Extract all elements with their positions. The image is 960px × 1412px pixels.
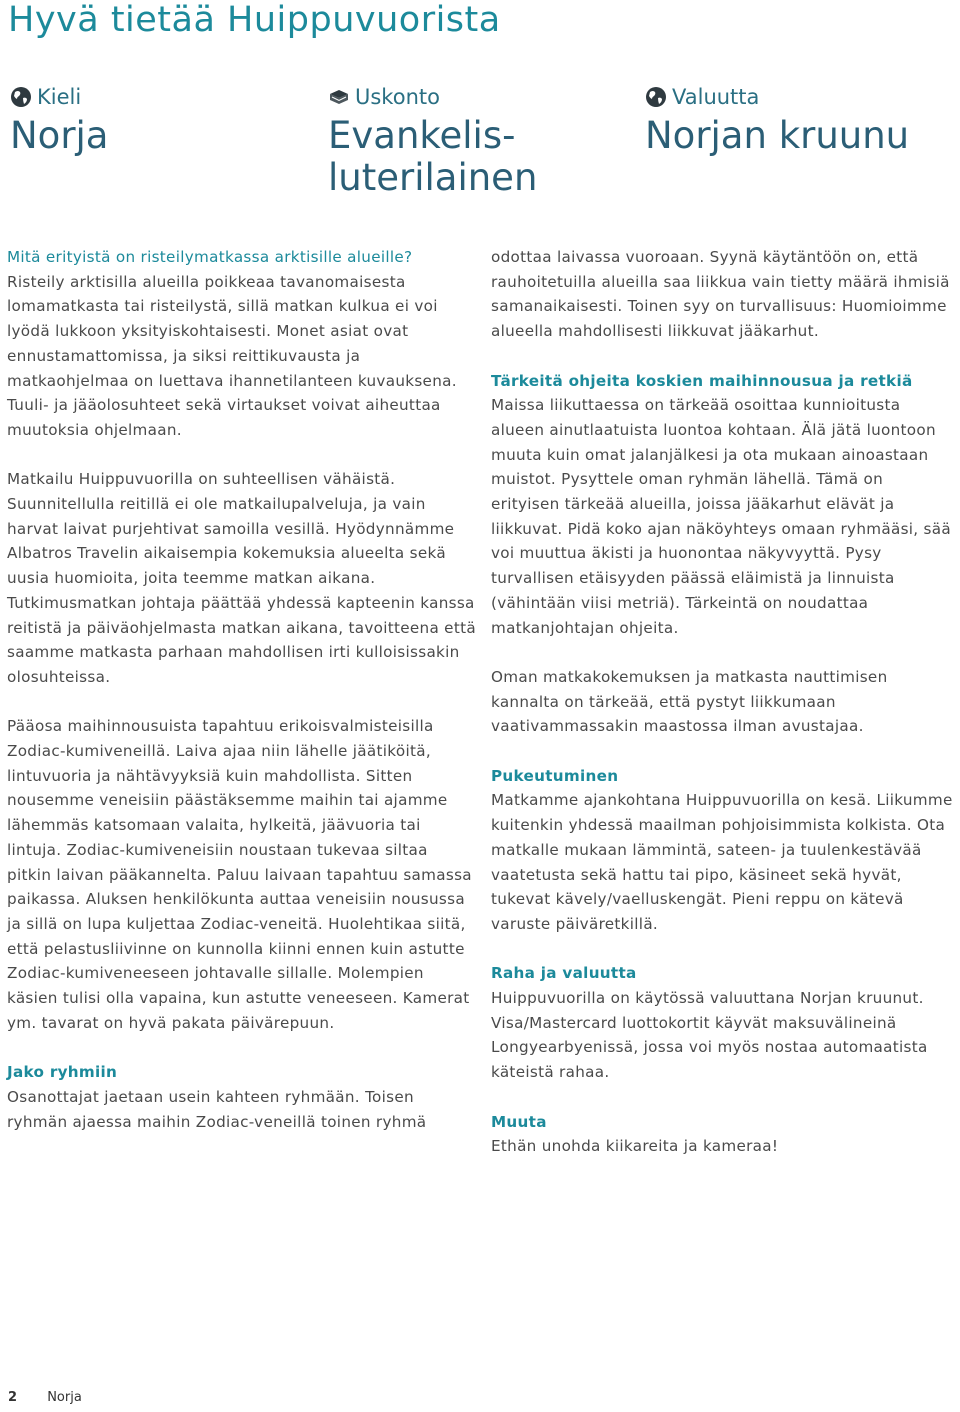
section-heading: Raha ja valuutta (491, 964, 637, 983)
section-heading: Muuta (491, 1112, 547, 1131)
paragraph: Huippuvuorilla on käytössä valuuttana Norjan kruunut. Visa/Mastercard luottokortit käyvät maksuvälineinä Longyearbyenissä, jossa voi myös nostaa automaatista käteistä rahaa. (491, 989, 928, 1082)
fact-label: Uskonto (355, 85, 440, 109)
paragraph: Maissa liikuttaessa on tärkeää osoittaa kunnioitusta alueen ainutlaatuista luontoa kohtaan. Älä jätä luontoon muuta kuin omat jalanjälkesi ja ota mukaan ainoastaan muistot. Pysyttele oman ryhmän lähellä. Tämä on erityisen tärkeää alueilla, joissa jääkarhut elävät ja liikkuvat. Pidä koko ajan näköyhteys omaan ryhmääsi, sää voi muuttua äkisti ja huonontaa näkyvyyttä. Pysy turvallisen etäisyyden päässä eläimistä ja linnuista (vähintään viisi metriä). Tärkeintä on noudattaa matkanjohtajan ohjeita. (491, 396, 951, 637)
right-column (491, 245, 956, 1184)
page-footer (8, 1390, 82, 1405)
section-heading: Jako ryhmiin (7, 1063, 118, 1082)
fact-value-line: luterilainen (328, 156, 538, 199)
paragraph: odottaa laivassa vuoroaan. Syynä käytäntöön on, että rauhoitetuilla alueilla saa liikkua vain tietty määrä ihmisiä samanaikaisesti. Toinen syy on turvallisuus: Huomioimme alueella mahdollisesti liikkuvat jääkarhut. (491, 248, 950, 341)
fact-value: Norjan kruunu (645, 114, 910, 157)
left-column (7, 245, 477, 1159)
fact-value-line: Evankelis- (328, 114, 516, 157)
globe-icon (645, 86, 667, 108)
fact-label: Kieli (37, 85, 82, 109)
paragraph: Pääosa maihinnousuista tapahtuu erikoisvalmisteisilla Zodiac-kumiveneillä. Laiva ajaa niin lähelle jäätiköitä, lintuvuoria ja nähtävyyksiä kuin mahdollista. Sitten nousemme veneisiin päästäksemme maihin tai ajamme lähemmäs katsomaan valaita, hylkeitä, jäävuoria tai lintuja. Zodiac-kumiveneisiin noustaan tukevaa siltaa pitkin laivan pääkannelta. Paluu laivaan tapahtuu samassa paikassa. Aluksen henkilökunta auttaa veneisiin nousussa ja sillä on lupa kuljettaa Zodiac-veneitä. Huolehtikaa siitä, että pelastusliivinne on kunnolla kiinni ennen kuin astutte Zodiac-kumiveneeseen johtavalle sillalle. Molempien käsien tulisi olla vapaina, kun astutte veneeseen. Kamerat ym. tavarat on hyvä pakata päivärepuun. (7, 717, 472, 1032)
fact-currency (645, 82, 909, 157)
footer-section: Norja (47, 1390, 82, 1405)
section-heading: Tärkeitä ohjeita koskien maihinnousua ja retkiä (491, 371, 913, 390)
fact-label: Valuutta (672, 85, 760, 109)
fact-value: Norja (10, 114, 109, 157)
fact-religion (328, 82, 537, 199)
paragraph-text: Risteily arktisilla alueilla poikkeaa tavanomaisesta lomamatkasta tai risteilystä, sillä matkan kulkua ei voi lyödä lukkoon yksityiskohtaisesti. Monet asiat ovat ennustamattomissa, ja siksi reittikuvausta ja matkaohjelmaa on luettava ihannetilanteen kuvauksena. Tuuli- ja jääolosuhteet sekä virtaukset voivat aiheuttaa muutoksia ohjelmaan. (7, 272, 457, 439)
section-heading: Mitä erityistä on risteilymatkassa arktisille alueille? (7, 248, 413, 266)
page-number: 2 (8, 1390, 18, 1405)
fact-value (328, 115, 537, 199)
paragraph: Ethän unohda kiikareita ja kameraa! (491, 1137, 779, 1156)
book-icon (328, 86, 350, 108)
page-title: Hyvä tietää Huippuvuorista (8, 0, 501, 40)
fact-language (10, 82, 108, 157)
globe-icon (10, 86, 32, 108)
section-heading: Pukeutuminen (491, 766, 619, 785)
paragraph: Matkamme ajankohtana Huippuvuorilla on kesä. Liikumme kuitenkin yhdessä maailman pohjoisimmista kolkista. Ota matkalle mukaan lämmintä, sateen- ja tuulenkestävää vaatetusta sekä hattu tai pipo, käsineet sekä hyvät, tukevat kävely/vaelluskengät. Pieni reppu on kätevä varuste päiväretkillä. (491, 791, 953, 933)
intro-paragraph (7, 245, 477, 443)
paragraph: Matkailu Huippuvuorilla on suhteellisen vähäistä. Suunnitellulla reitillä ei ole matkailupalveluja, ja vain harvat laivat purjehtivat samoilla vesillä. Hyödynnämme Albatros Travelin aikaisempia kokemuksia alueelta sekä uusia huomioita, joita teemme matkan aikana. Tutkimusmatkan johtaja päättää yhdessä kapteenin kanssa reitistä ja päiväohjelmasta matkan aikana, tavoitteena että saamme matkasta parhaan mahdollisen irti kulloisissakin olosuhteissa. (7, 470, 476, 686)
paragraph: Oman matkakokemuksen ja matkasta nauttimisen kannalta on tärkeää, että pystyt liikkumaan vaativammassakin maastossa ilman avustajaa. (491, 667, 888, 736)
paragraph: Osanottajat jaetaan usein kahteen ryhmään. Toisen ryhmän ajaessa maihin Zodiac-veneillä toinen ryhmä (7, 1087, 427, 1131)
